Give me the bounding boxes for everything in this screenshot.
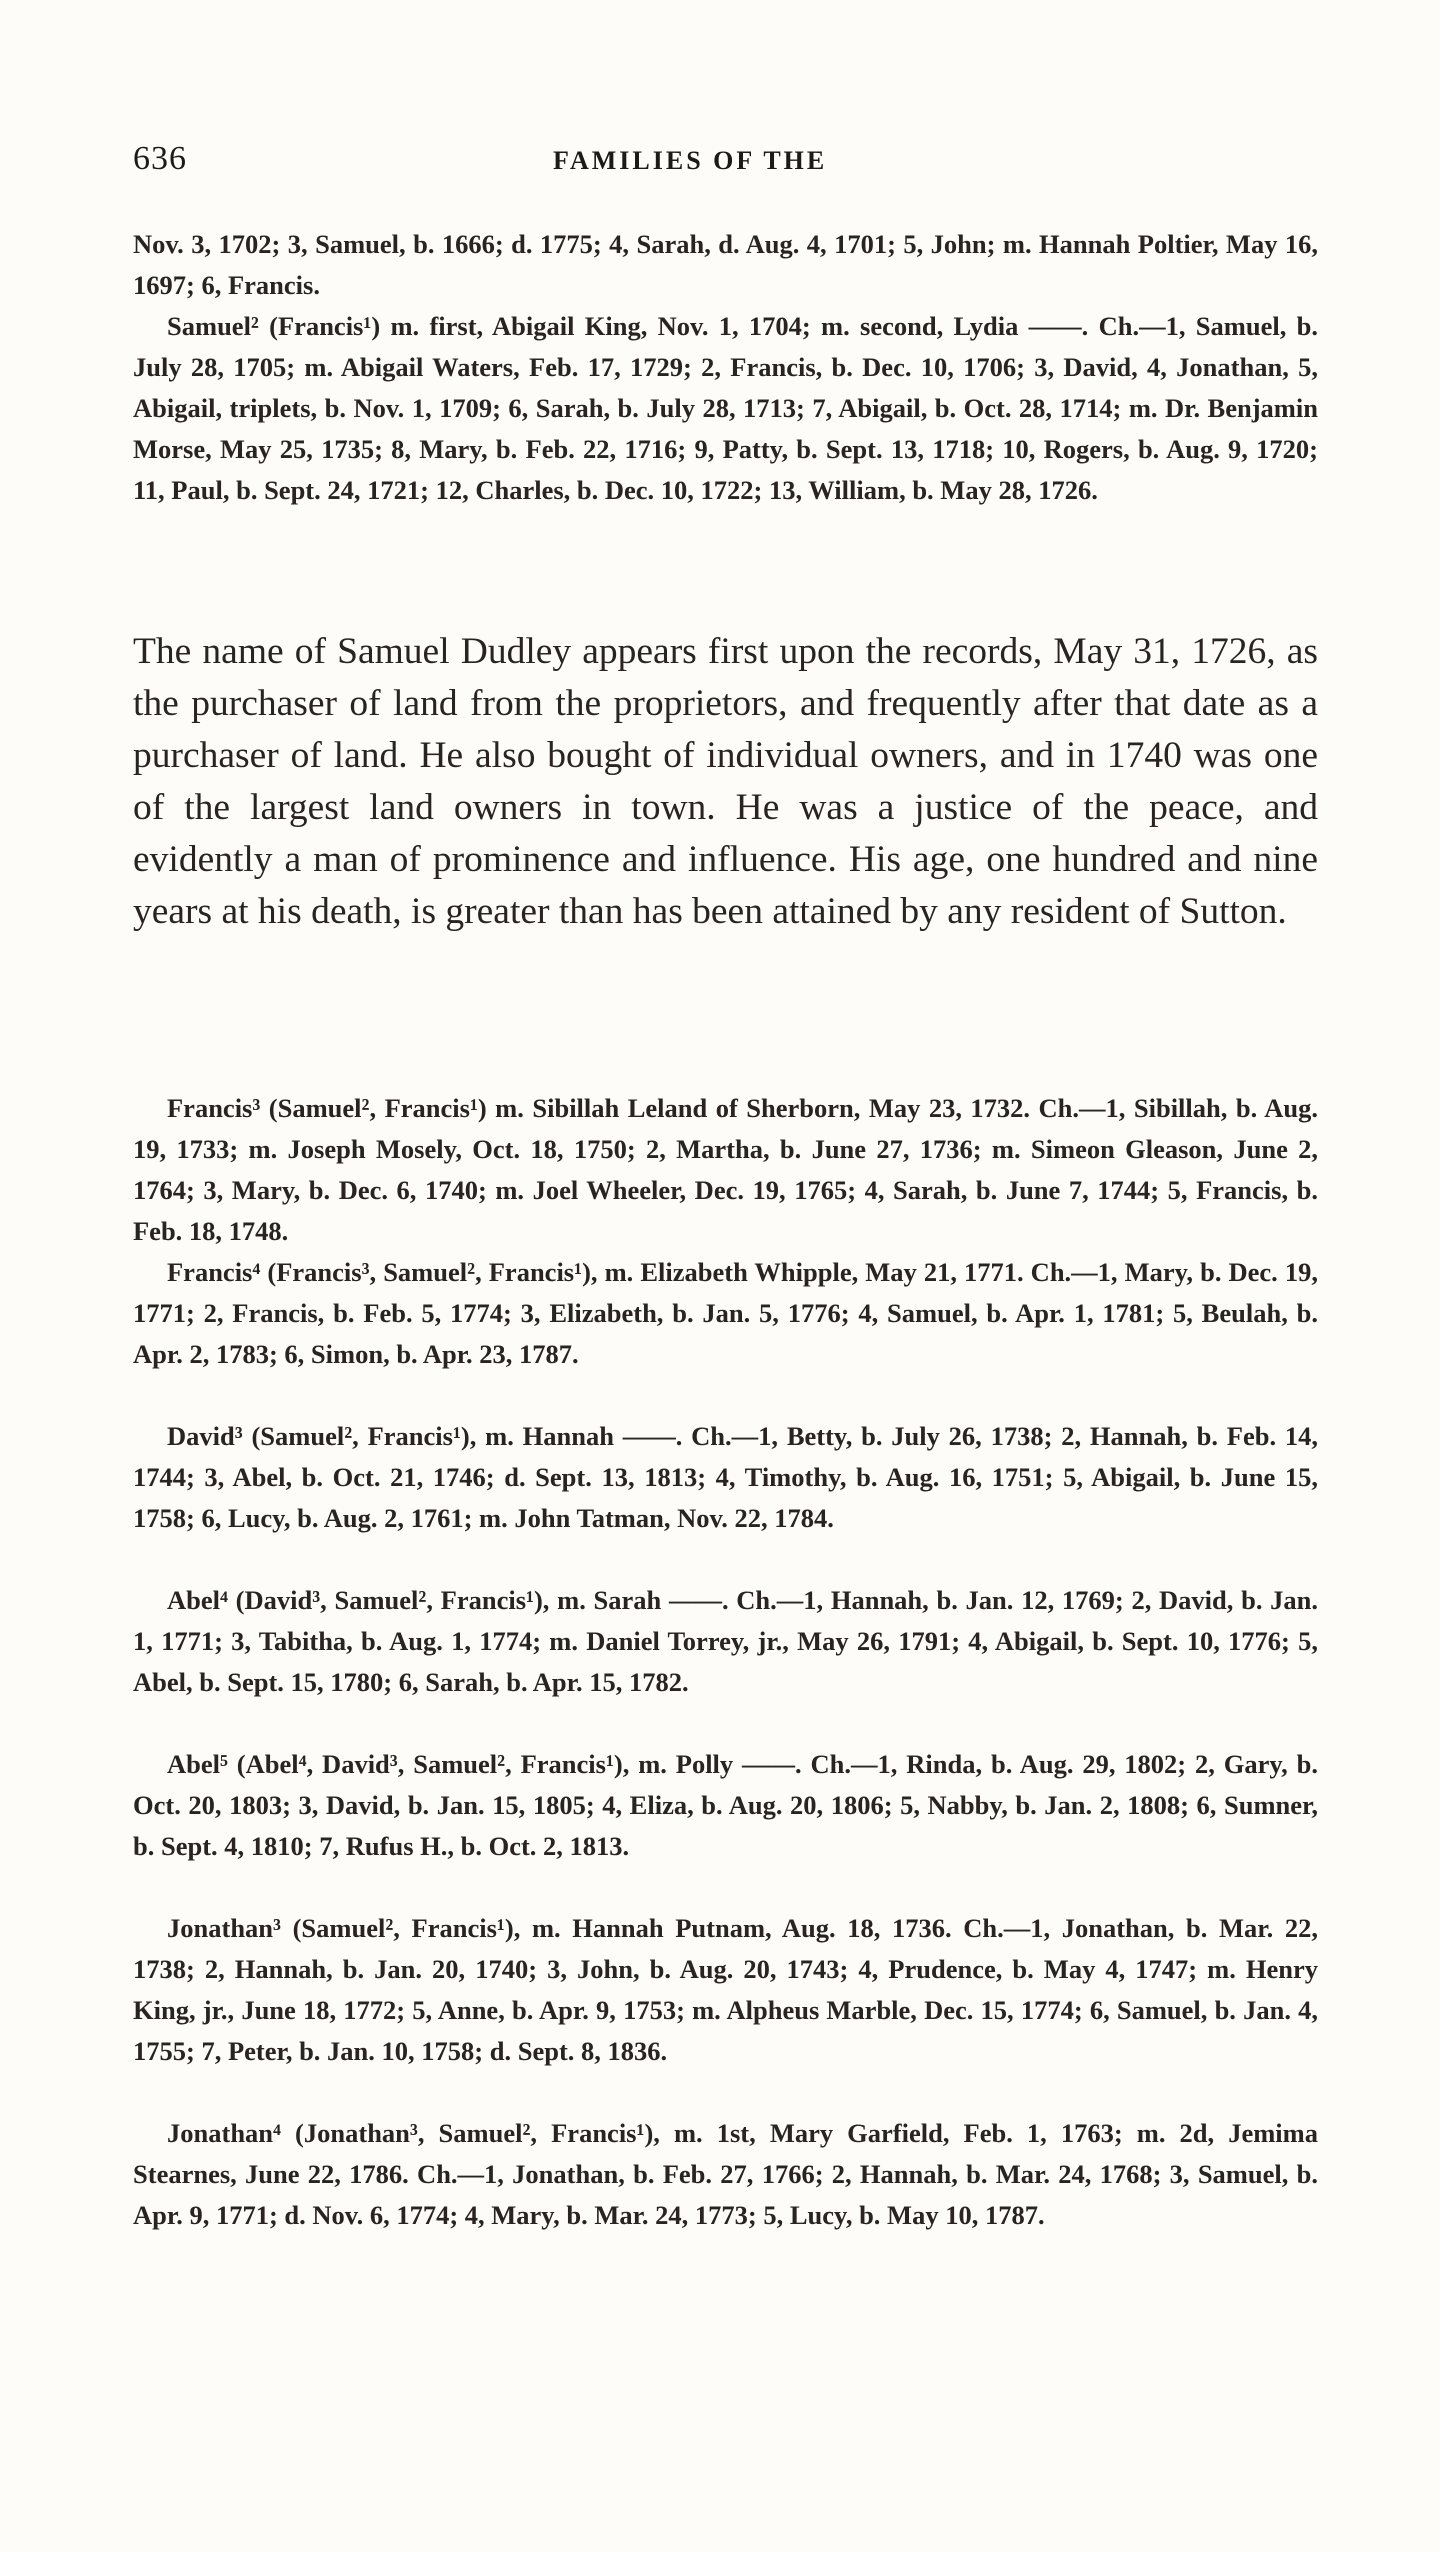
genealogy-entry-david-3: David³ (Samuel², Francis¹), m. Hannah ——. Ch.—1, Betty, b. July 26, 1738; 2, Hannah, b. Feb. 14, 1744; 3, Abel, b. Oct. 21, 1746; d. Sept. 13, 1813; 4, Timothy, b. Aug. 16, 1751; 5, Abigail, b. June 15, 1758; 6, Lucy, b. Aug. 2, 1761; m. John Tatman, Nov. 22, 1784.: [133, 1421, 1318, 1533]
genealogy-entry-francis-4: Francis⁴ (Francis³, Samuel², Francis¹), m. Elizabeth Whipple, May 21, 1771. Ch.—1, Mary, b. Dec. 19, 1771; 2, Francis, b. Feb. 5, 1774; 3, Elizabeth, b. Jan. 5, 1776; 4, Samuel, b. Apr. 1, 1781; 5, Beulah, b. Apr. 2, 1783; 6, Simon, b. Apr. 23, 1787.: [133, 1257, 1318, 1369]
genealogy-entry-jonathan-3: Jonathan³ (Samuel², Francis¹), m. Hannah Putnam, Aug. 18, 1736. Ch.—1, Jonathan, b. Mar. 22, 1738; 2, Hannah, b. Jan. 20, 1740; 3, John, b. Aug. 20, 1743; 4, Prudence, b. May 4, 1747; m. Henry King, jr., June 18, 1772; 5, Anne, b. Apr. 9, 1753; m. Alpheus Marble, Dec. 15, 1774; 6, Samuel, b. Jan. 4, 1755; 7, Peter, b. Jan. 10, 1758; d. Sept. 8, 1836.: [133, 1913, 1318, 2066]
genealogy-entry-francis-3: Francis³ (Samuel², Francis¹) m. Sibillah Leland of Sherborn, May 23, 1732. Ch.—1, Sibillah, b. Aug. 19, 1733; m. Joseph Mosely, Oct. 18, 1750; 2, Martha, b. June 27, 1736; m. Simeon Gleason, June 2, 1764; 3, Mary, b. Dec. 6, 1740; m. Joel Wheeler, Dec. 19, 1765; 4, Sarah, b. June 7, 1744; 5, Francis, b. Feb. 18, 1748.: [133, 1093, 1318, 1246]
genealogy-entry-abel-5: Abel⁵ (Abel⁴, David³, Samuel², Francis¹), m. Polly ——. Ch.—1, Rinda, b. Aug. 29, 1802; 2, Gary, b. Oct. 20, 1803; 3, David, b. Jan. 15, 1805; 4, Eliza, b. Aug. 20, 1806; 5, Nabby, b. Jan. 2, 1808; 6, Sumner, b. Sept. 4, 1810; 7, Rufus H., b. Oct. 2, 1813.: [133, 1749, 1318, 1861]
genealogy-entry-continuation: Nov. 3, 1702; 3, Samuel, b. 1666; d. 1775; 4, Sarah, d. Aug. 4, 1701; 5, John; m. Hannah Poltier, May 16, 1697; 6, Francis.: [133, 229, 1318, 300]
genealogy-entry-abel-4: Abel⁴ (David³, Samuel², Francis¹), m. Sarah ——. Ch.—1, Hannah, b. Jan. 12, 1769; 2, David, b. Jan. 1, 1771; 3, Tabitha, b. Aug. 1, 1774; m. Daniel Torrey, jr., May 26, 1791; 4, Abigail, b. Sept. 10, 1776; 5, Abel, b. Sept. 15, 1780; 6, Sarah, b. Apr. 15, 1782.: [133, 1585, 1318, 1697]
genealogy-entry-jonathan-4: Jonathan⁴ (Jonathan³, Samuel², Francis¹), m. 1st, Mary Garfield, Feb. 1, 1763; m. 2d, Jemima Stearnes, June 22, 1786. Ch.—1, Jonathan, b. Feb. 27, 1766; 2, Hannah, b. Mar. 24, 1768; 3, Samuel, b. Apr. 9, 1771; d. Nov. 6, 1774; 4, Mary, b. Mar. 24, 1773; 5, Lucy, b. May 10, 1787.: [133, 2118, 1318, 2230]
genealogy-entry-samuel-2: Samuel² (Francis¹) m. first, Abigail King, Nov. 1, 1704; m. second, Lydia ——. Ch.—1, Samuel, b. July 28, 1705; m. Abigail Waters, Feb. 17, 1729; 2, Francis, b. Dec. 10, 1706; 3, David, 4, Jonathan, 5, Abigail, triplets, b. Nov. 1, 1709; 6, Sarah, b. July 28, 1713; 7, Abigail, b. Oct. 28, 1714; m. Dr. Benjamin Morse, May 25, 1735; 8, Mary, b. Feb. 22, 1716; 9, Patty, b. Sept. 13, 1718; 10, Rogers, b. Aug. 9, 1720; 11, Paul, b. Sept. 24, 1721; 12, Charles, b. Dec. 10, 1722; 13, William, b. May 28, 1726.: [133, 311, 1318, 505]
page-number: 636: [133, 140, 187, 177]
narrative-paragraph: The name of Samuel Dudley appears first upon the records, May 31, 1726, as the purchaser of land from the proprietors, and frequently after that date as a purchaser of land. He also bought of individual owners, and in 1740 was one of the largest land owners in town. He was a justice of the peace, and evidently a man of prominence and influence. His age, one hundred and nine years at his death, is greater than has been attained by any resident of Sutton.: [133, 631, 1318, 932]
running-title: FAMILIES OF THE: [553, 146, 828, 175]
running-head: [133, 140, 1323, 180]
